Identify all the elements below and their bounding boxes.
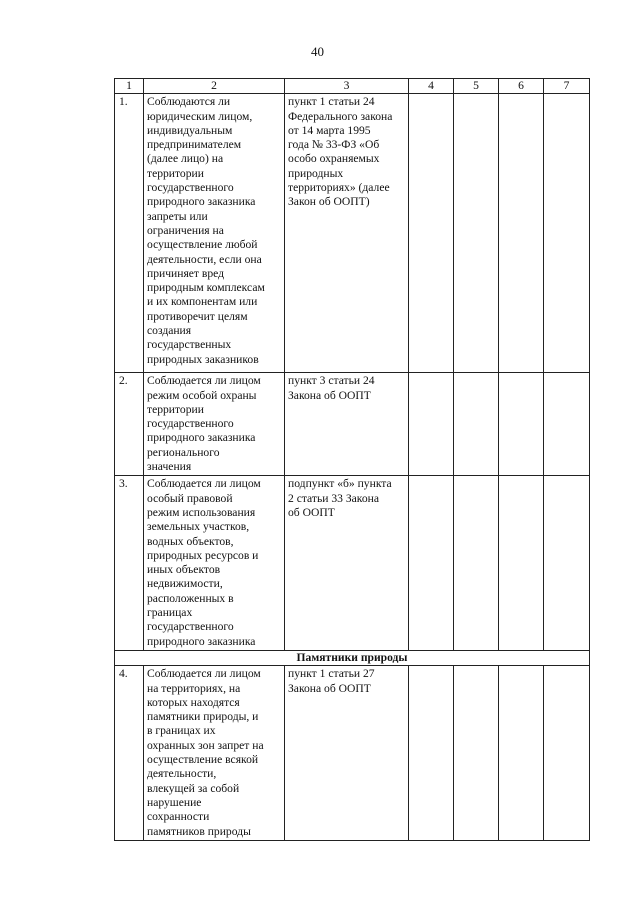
legal-reference: пункт 1 статьи 27 Закона об ООПТ: [285, 666, 409, 841]
section-row: [115, 650, 590, 665]
col-header-2: 2: [144, 79, 285, 94]
requirement-question: Соблюдаются ли юридическим лицом, индивидуальным предпринимателем (далее лицо) на территории государственного природного заказника запреты или ограничения на осуществление любой деятельности, если она причиняет вред природным комплексам и их компонентам или противоречит целям создания государственных природных заказников: [144, 94, 285, 373]
table-row: [115, 94, 590, 373]
legal-reference: пункт 3 статьи 24 Закона об ООПТ: [285, 373, 409, 476]
table-header-row: [115, 79, 590, 94]
requirement-question: Соблюдается ли лицом режим особой охраны территории государственного природного заказника регионального значения: [144, 373, 285, 476]
section-title: Памятники природы: [115, 650, 590, 665]
col-header-7: 7: [544, 79, 590, 94]
note-cell[interactable]: [544, 476, 590, 651]
note-cell[interactable]: [544, 373, 590, 476]
row-number: 3.: [115, 476, 144, 651]
answer-cell-no[interactable]: [454, 476, 499, 651]
answer-cell-no[interactable]: [454, 94, 499, 373]
col-header-4: 4: [409, 79, 454, 94]
answer-cell-na[interactable]: [499, 476, 544, 651]
requirement-question: Соблюдается ли лицом на территориях, на которых находятся памятники природы, и в границах их охранных зон запрет на осуществление всякой деятельности, влекущей за собой нарушение сохранности памятников природы: [144, 666, 285, 841]
table-row: [115, 666, 590, 841]
answer-cell-yes[interactable]: [409, 666, 454, 841]
page-number: 40: [311, 44, 324, 59]
checklist-table: [114, 78, 590, 841]
row-number: 4.: [115, 666, 144, 841]
legal-reference: пункт 1 статьи 24 Федерального закона от 14 марта 1995 года № 33-ФЗ «Об особо охраняемых природных территориях» (далее Закон об ООПТ): [285, 94, 409, 373]
note-cell[interactable]: [544, 94, 590, 373]
col-header-5: 5: [454, 79, 499, 94]
answer-cell-na[interactable]: [499, 666, 544, 841]
row-number: 1.: [115, 94, 144, 373]
answer-cell-no[interactable]: [454, 373, 499, 476]
col-header-1: 1: [115, 79, 144, 94]
requirement-question: Соблюдается ли лицом особый правовой режим использования земельных участков, водных объектов, природных ресурсов и иных объектов недвижимости, расположенных в границах государственного природного заказника: [144, 476, 285, 651]
answer-cell-yes[interactable]: [409, 476, 454, 651]
answer-cell-yes[interactable]: [409, 94, 454, 373]
answer-cell-yes[interactable]: [409, 373, 454, 476]
col-header-6: 6: [499, 79, 544, 94]
table-row: [115, 373, 590, 476]
answer-cell-na[interactable]: [499, 373, 544, 476]
answer-cell-no[interactable]: [454, 666, 499, 841]
row-number: 2.: [115, 373, 144, 476]
table-row: [115, 476, 590, 651]
legal-reference: подпункт «б» пункта 2 статьи 33 Закона об ООПТ: [285, 476, 409, 651]
col-header-3: 3: [285, 79, 409, 94]
note-cell[interactable]: [544, 666, 590, 841]
answer-cell-na[interactable]: [499, 94, 544, 373]
